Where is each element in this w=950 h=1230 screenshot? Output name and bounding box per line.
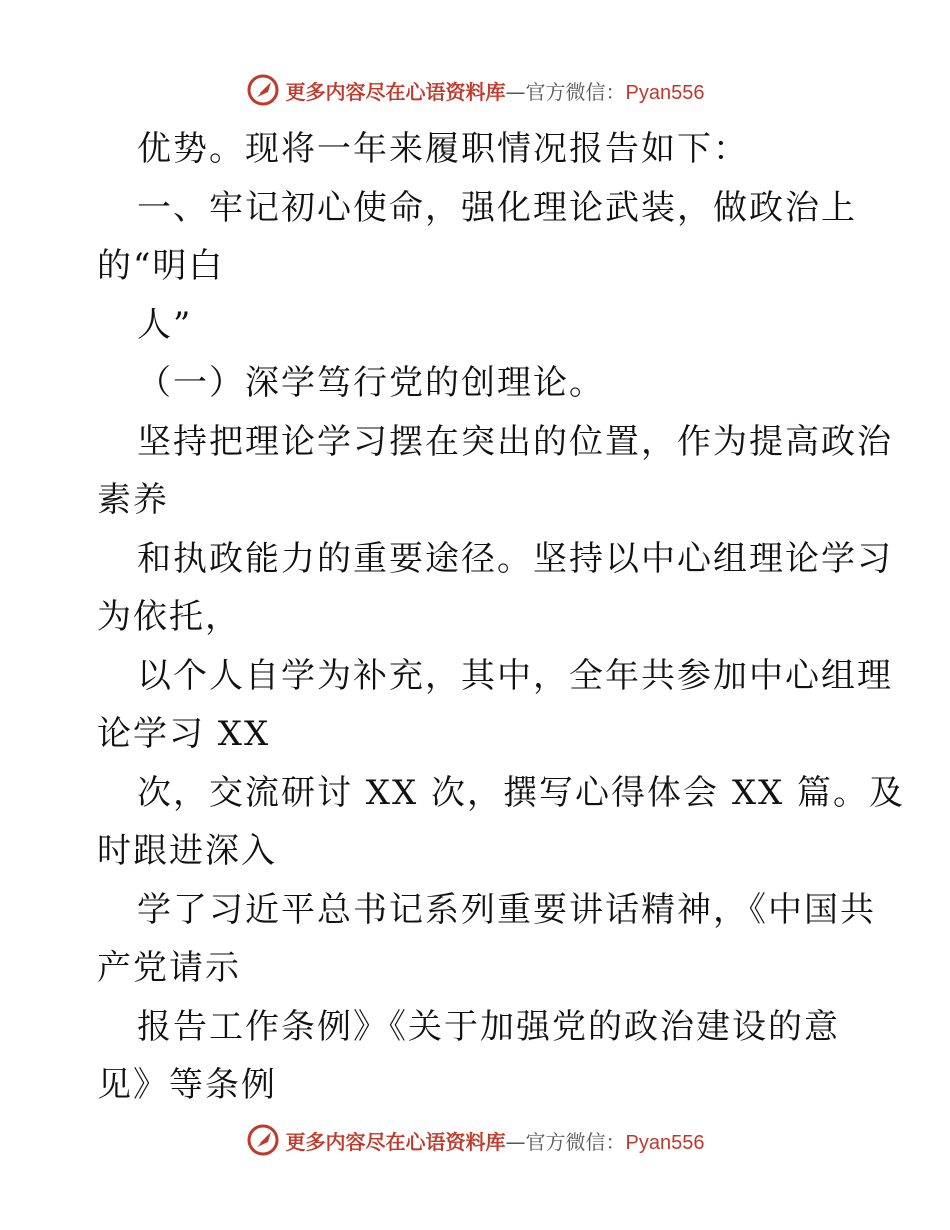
quill-pen-logo-icon: [246, 73, 280, 107]
footer-banner: [0, 1120, 950, 1160]
body-line: 以个人自学为补充，其中，全年共参加中心组理: [137, 655, 893, 696]
footer-wechat-id: Pyan556: [625, 1131, 705, 1154]
header-banner-main: 更多内容尽在心语资料库: [285, 79, 506, 104]
footer-banner-separator: —: [505, 1129, 526, 1154]
subsection-heading: （一）深学笃行党的创理论。: [137, 363, 605, 403]
body-line: 为依托，: [97, 597, 241, 637]
quill-pen-logo-icon: [246, 1123, 280, 1157]
header-banner-separator: —: [505, 79, 526, 104]
body-line: 素养: [97, 480, 169, 520]
header-wechat-label: 官方微信：: [525, 79, 626, 104]
footer-banner-main: 更多内容尽在心语资料库: [285, 1129, 506, 1154]
body-line: 次，交流研讨 XX 次，撰写心得体会 XX 篇。及: [137, 772, 906, 813]
body-line: 坚持把理论学习摆在突出的位置，作为提高政治: [137, 421, 893, 462]
body-line: 产党请示: [97, 948, 241, 988]
section-heading: 一、牢记初心使命，强化理论武装，做政治上: [137, 187, 857, 228]
document-body: [97, 120, 906, 1115]
header-banner: [0, 70, 950, 110]
body-line: 的“明白: [97, 246, 225, 286]
body-line: 见》等条例: [97, 1065, 277, 1105]
header-wechat-id: Pyan556: [625, 81, 705, 104]
footer-banner-text: [286, 1126, 705, 1155]
body-line: 时跟进深入: [97, 831, 277, 871]
body-line: 报告工作条例》《关于加强党的政治建设的意: [137, 1006, 840, 1047]
header-banner-text: [286, 76, 705, 105]
body-line: 和执政能力的重要途径。坚持以中心组理论学习: [137, 538, 893, 579]
body-line: 学了习近平总书记系列重要讲话精神，《中国共: [137, 889, 876, 930]
body-line: 人”: [137, 304, 193, 345]
footer-wechat-label: 官方微信：: [525, 1129, 626, 1154]
body-line: 优势。现将一年来履职情况报告如下：: [137, 129, 749, 169]
body-line: 论学习 XX: [97, 714, 271, 754]
